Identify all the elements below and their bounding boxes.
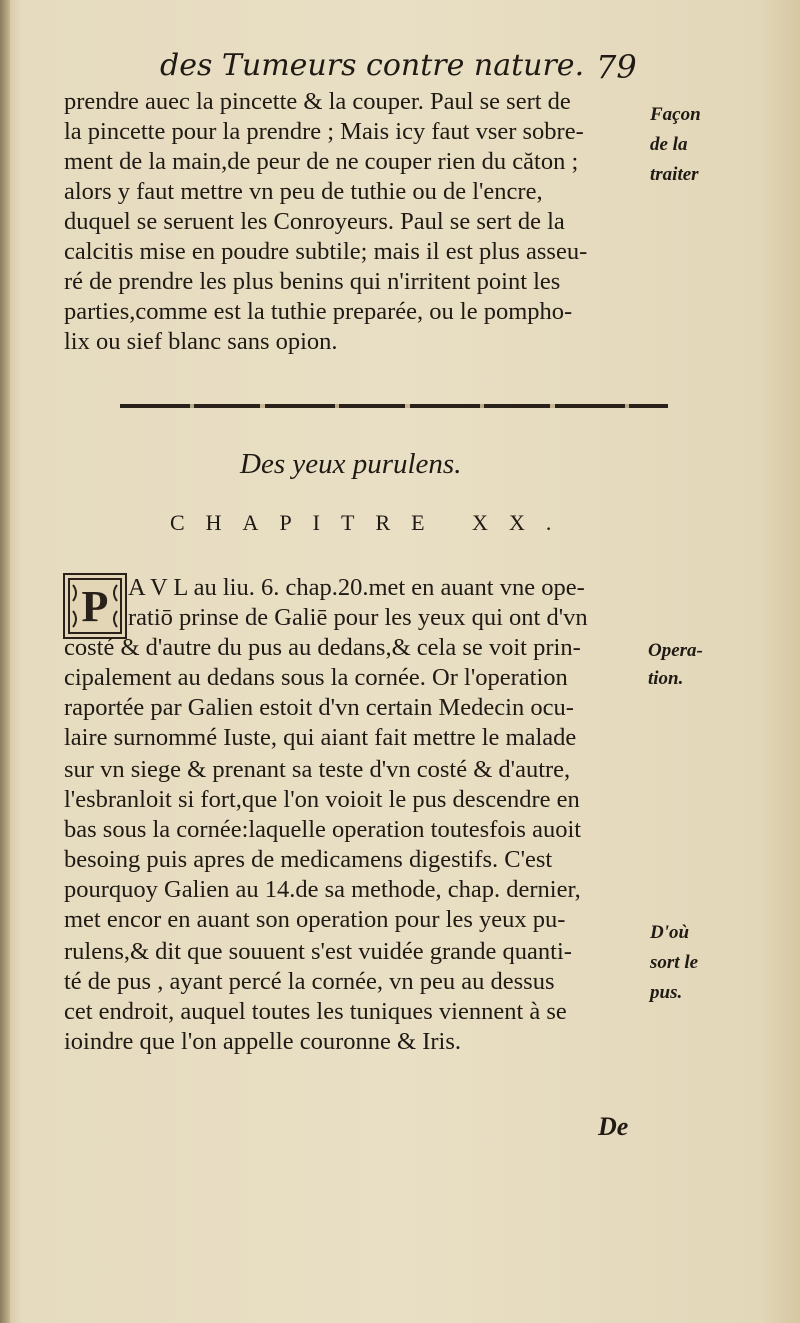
margin-note-line: de la [650, 134, 688, 155]
margin-note-line: tion. [648, 668, 684, 689]
chapter-number: CHAPITRE XX. [170, 510, 573, 535]
margin-note-line: D'où [650, 922, 690, 943]
text-line: met encor en auant son operation pour les yeux pu- [64, 906, 566, 933]
text-line: laire surnommé Iuste, qui aiant fait mettre le malade [64, 724, 577, 751]
margin-note-line: sort le [650, 952, 699, 973]
text-line: prendre auec la pincette & la couper. Paul se sert de [64, 88, 571, 115]
running-title: des Tumeurs contre nature. [160, 48, 585, 83]
catchword: De [598, 1112, 629, 1141]
text-line: rulens,& dit que souuent s'est vuidée grande quanti- [64, 938, 572, 965]
text-line: besoing puis apres de medicamens digestifs. C'est [64, 846, 553, 873]
text-line: ioindre que l'on appelle couronne & Iris. [64, 1028, 461, 1055]
text-line: la pincette pour la prendre ; Mais icy faut vser sobre- [64, 118, 584, 145]
text-line: cipalement au dedans sous la cornée. Or l'operation [64, 664, 568, 691]
text-line: parties,comme est la tuthie preparée, ou le pompho- [64, 298, 573, 325]
margin-note-line: pus. [650, 982, 683, 1003]
page-header [160, 48, 660, 88]
text-line: duquel se seruent les Conroyeurs. Paul se sert de la [64, 208, 565, 235]
ornament-initial-icon [65, 575, 125, 637]
text-line: cet endroit, auquel toutes les tuniques viennent à se [64, 998, 567, 1025]
margin-note-line: traiter [650, 164, 699, 185]
text-line: ré de prendre les plus benins qui n'irritent point les [64, 268, 561, 295]
text-line: ratiō prinse de Galiē pour les yeux qui ont d'vn [128, 604, 588, 631]
text-line: calcitis mise en poudre subtile; mais il est plus asseu- [64, 238, 588, 265]
chapter-title: Des yeux purulens. [240, 448, 462, 480]
text-line: l'esbranloit si fort,que l'on voioit le pus descendre en [64, 786, 580, 813]
text-line: raportée par Galien estoit d'vn certain Medecin ocu- [64, 694, 574, 721]
text-line: lix ou sief blanc sans opion. [64, 328, 338, 355]
text-line: pourquoy Galien au 14.de sa methode, chap. dernier, [64, 876, 581, 903]
text-line: té de pus , ayant percé la cornée, vn peu au dessus [64, 968, 555, 995]
section-rule [120, 404, 668, 408]
text-line: bas sous la cornée:laquelle operation toutesfois auoit [64, 816, 582, 843]
decorated-initial [63, 573, 127, 639]
text-line: A V L au liu. 6. chap.20.met en auant vne ope- [128, 574, 585, 601]
text-line: alors y faut mettre vn peu de tuthie ou de l'encre, [64, 178, 543, 205]
text-line: ment de la main,de peur de ne couper rien du căton ; [64, 148, 579, 175]
margin-note-line: Opera- [648, 640, 703, 661]
page-number: 79 [596, 48, 637, 86]
text-line: costé & d'autre du pus au dedans,& cela se voit prin- [64, 634, 581, 661]
text-line: sur vn siege & prenant sa teste d'vn costé & d'autre, [64, 756, 571, 783]
margin-note-line: Façon [650, 104, 701, 125]
svg-text:P: P [81, 582, 109, 631]
page-gutter [0, 0, 10, 1323]
